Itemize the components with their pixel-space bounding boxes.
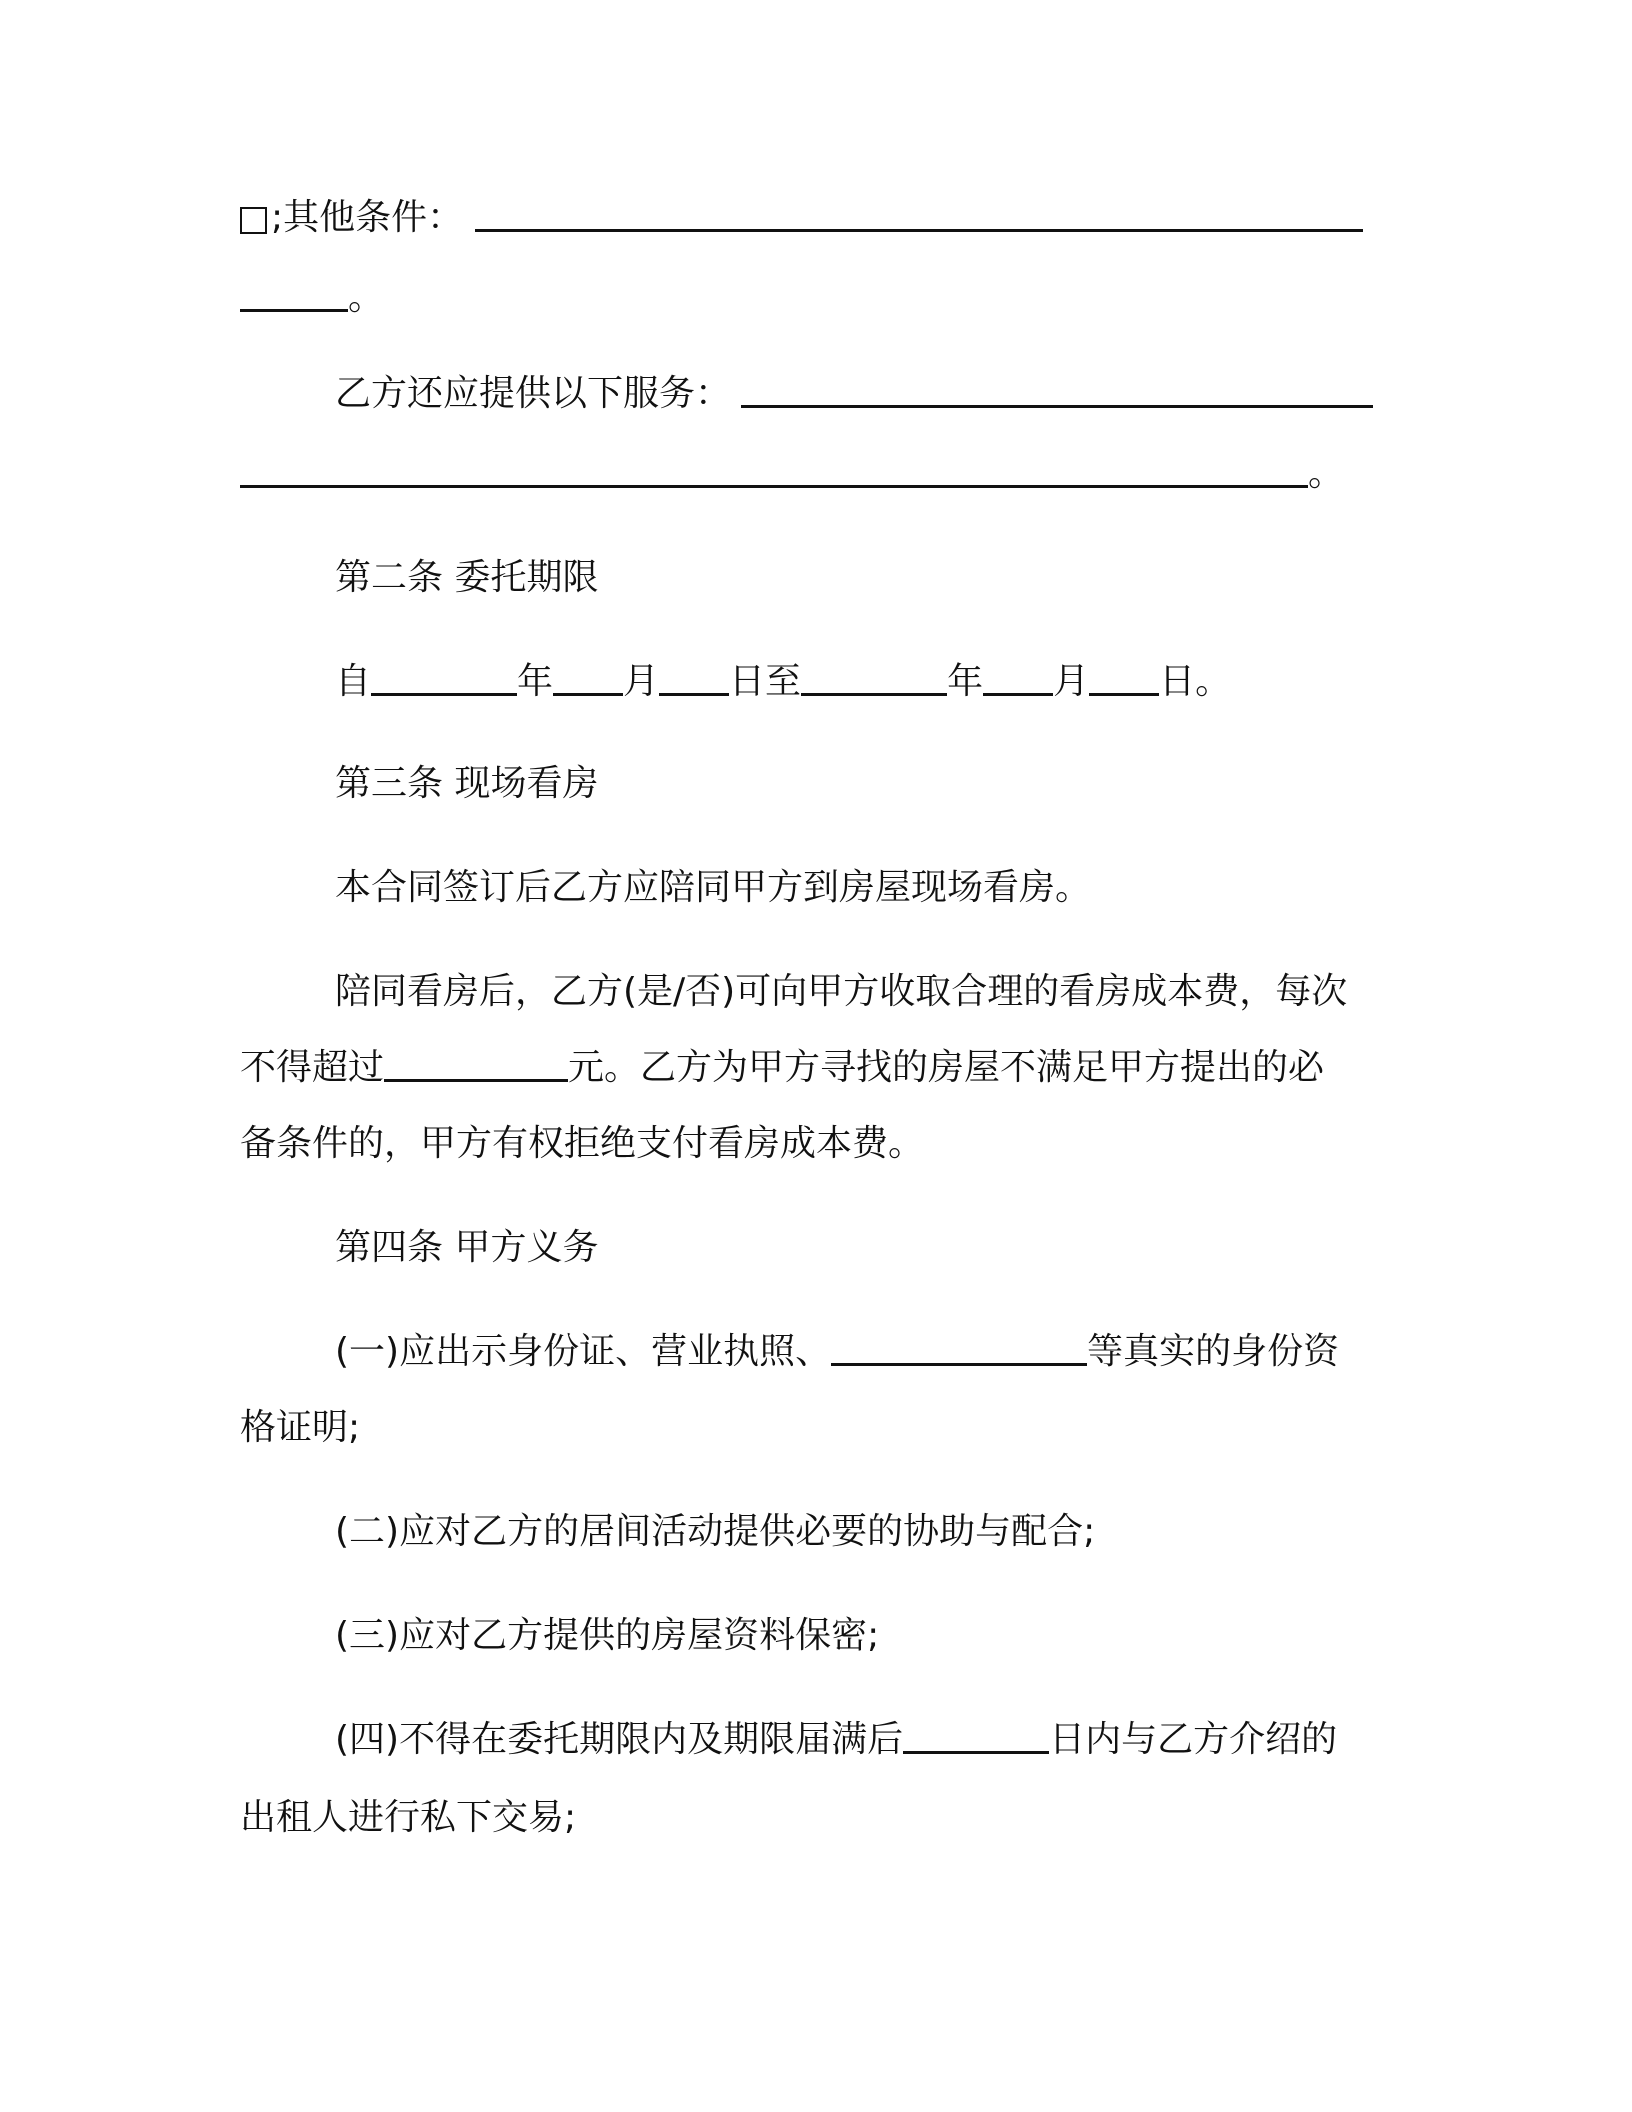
from-month-blank[interactable] [553,693,623,696]
year-label: 年 [947,661,984,702]
other-conditions-blank[interactable] [475,229,1363,232]
services-blank-2[interactable] [240,485,1308,488]
article-4-item1-cont [240,1406,360,1450]
paragraph-text: 不得超过 [240,1047,385,1088]
other-conditions-continuation [240,276,384,320]
year-label: 年 [517,661,554,702]
services-blank[interactable] [741,405,1373,408]
checkbox-icon[interactable] [240,207,267,234]
list-item-text: (一)应出示身份证、营业执照、 [335,1331,832,1372]
article-4-title [335,1226,598,1270]
month-label: 月 [1053,661,1090,702]
list-item-text: (二)应对乙方的居间活动提供必要的协助与配合; [335,1511,1096,1552]
article-3-heading: 第三条 现场看房 [335,763,599,804]
period-mark: 。 [348,277,385,318]
other-conditions-line [240,196,1363,240]
month-label: 月 [623,661,660,702]
list-item-text: 出租人进行私下交易; [240,1797,577,1838]
list-item-text: (四)不得在委托期限内及期限届满后 [335,1719,904,1760]
id-documents-blank[interactable] [831,1363,1087,1366]
article-2-title [335,556,598,600]
period-mark: 。 [1308,453,1345,494]
days-blank[interactable] [903,1751,1049,1754]
to-month-blank[interactable] [983,693,1053,696]
period-line [335,660,1231,704]
services-continuation [240,452,1344,496]
other-conditions-label: ;其他条件： [271,197,464,238]
article-4-item1 [335,1330,1339,1374]
day-to-label: 日至 [729,661,802,702]
article-3-p1 [335,866,1091,910]
cost-limit-blank[interactable] [384,1079,568,1082]
article-4-item4-cont [240,1796,576,1840]
to-year-blank[interactable] [801,693,947,696]
article-3-p2-line2 [240,1046,1324,1090]
paragraph-text: 元。乙方为甲方寻找的房屋不满足甲方提出的必 [568,1047,1325,1088]
article-4-item2 [335,1510,1095,1554]
day-label: 日。 [1159,661,1232,702]
article-4-item4 [335,1718,1337,1762]
paragraph-text: 本合同签订后乙方应陪同甲方到房屋现场看房。 [335,867,1092,908]
list-item-text: 格证明; [240,1407,361,1448]
paragraph-text: 备条件的，甲方有权拒绝支付看房成本费。 [240,1123,925,1164]
from-year-blank[interactable] [371,693,517,696]
services-line [335,372,1373,416]
from-label: 自 [335,661,372,702]
other-conditions-blank-2[interactable] [240,309,348,312]
article-4-heading: 第四条 甲方义务 [335,1227,599,1268]
article-3-p2-line3 [240,1122,924,1166]
services-label: 乙方还应提供以下服务： [335,373,732,414]
paragraph-text: 陪同看房后，乙方(是/否)可向甲方收取合理的看房成本费，每次 [335,971,1348,1012]
article-2-heading: 第二条 委托期限 [335,557,599,598]
list-item-text: (三)应对乙方提供的房屋资料保密; [335,1615,880,1656]
to-day-blank[interactable] [1089,693,1159,696]
article-3-title [335,762,598,806]
article-3-p2-line1 [335,970,1347,1014]
from-day-blank[interactable] [659,693,729,696]
list-item-text: 等真实的身份资 [1087,1331,1340,1372]
article-4-item3 [335,1614,879,1658]
list-item-text: 日内与乙方介绍的 [1049,1719,1338,1760]
